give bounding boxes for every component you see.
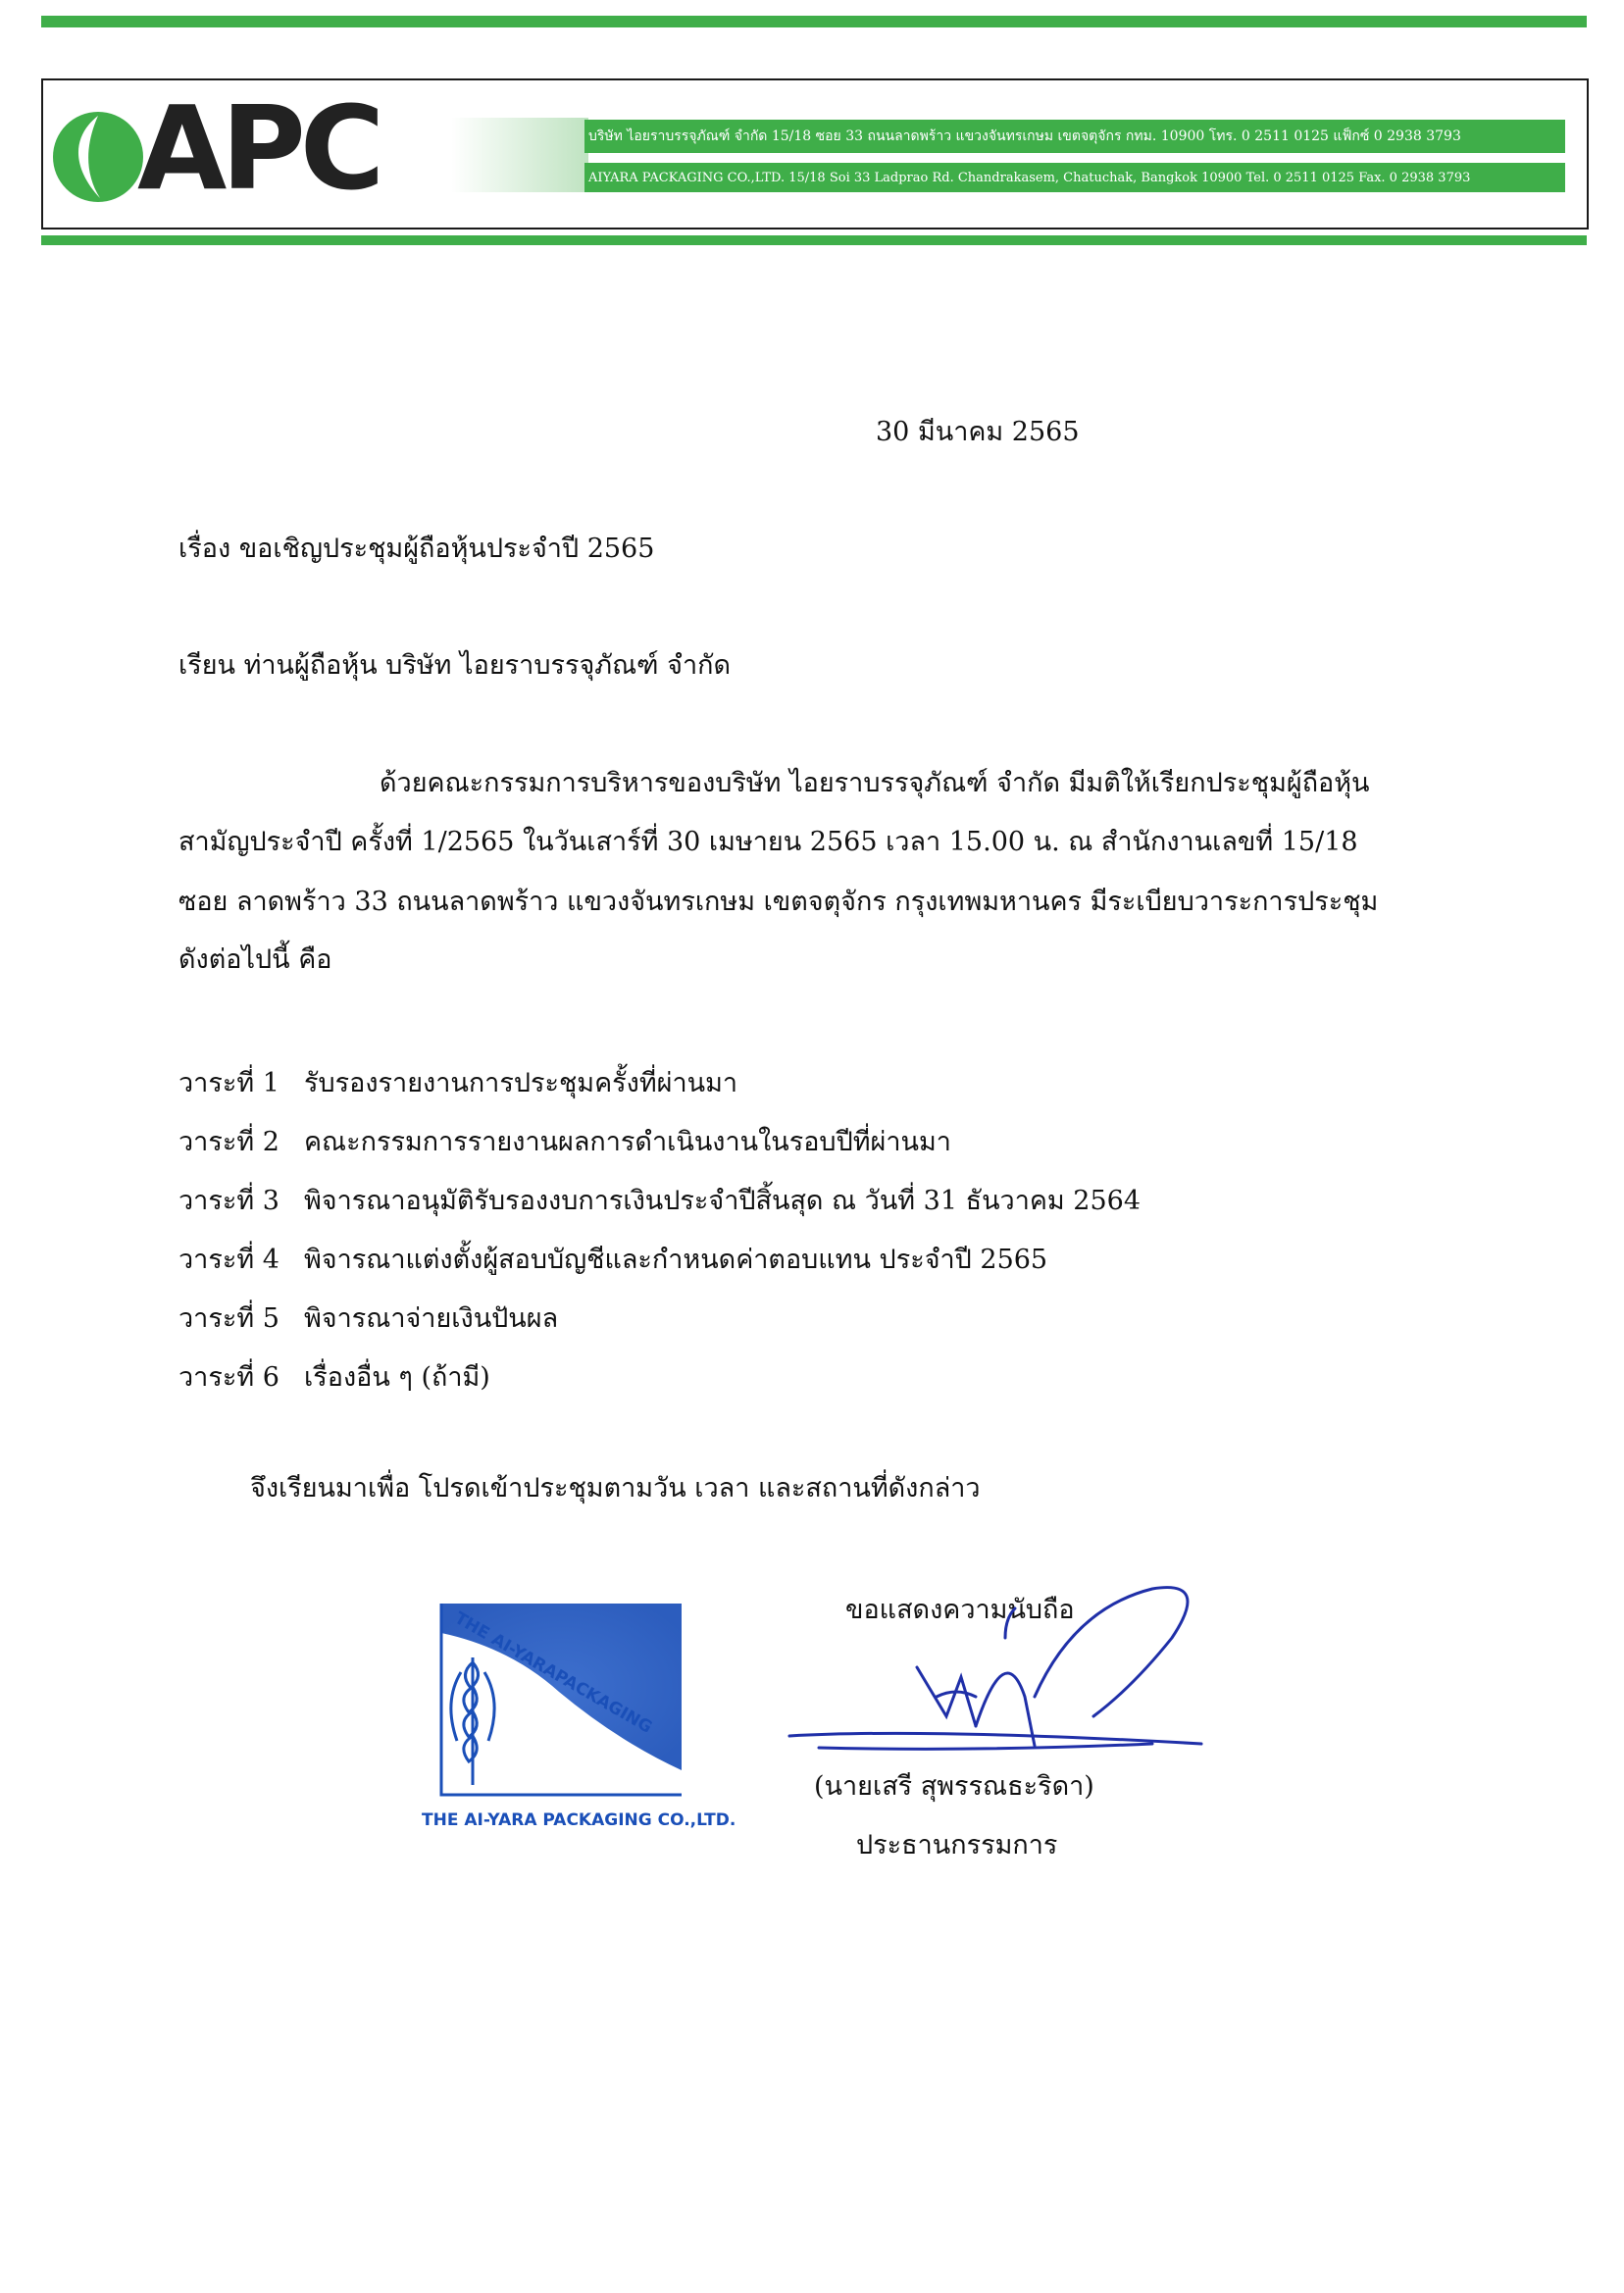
agenda-item	[178, 1355, 490, 1398]
salutation: ขอแสดงความนับถือ	[845, 1595, 1075, 1625]
letter-date: 30 มีนาคม 2565	[876, 417, 1080, 447]
agenda-item	[178, 1120, 951, 1162]
signer-name: (นายเสรี สุพรรณธะริดา)	[814, 1771, 1094, 1802]
agenda-text: พิจารณาแต่งตั้งผู้สอบบัญชีและกำหนดค่าตอบแทน ประจำปี 2565	[304, 1245, 1048, 1275]
agenda-text: รับรองรายงานการประชุมครั้งที่ผ่านมา	[304, 1068, 738, 1098]
stamp-caption: THE AI-YARA PACKAGING CO.,LTD.	[422, 1810, 736, 1830]
apc-logo-text: APC	[137, 80, 380, 216]
agenda-item	[178, 1179, 1141, 1221]
agenda-label: วาระที่ 2	[178, 1127, 279, 1157]
body-line-3: ซอย ลาดพร้าว 33 ถนนลาดพร้าว แขวงจันทรเกษม เขตจตุจักร กรุงเทพมหานคร มีระเบียบวาระการประชุม	[178, 887, 1379, 917]
agenda-label: วาระที่ 3	[178, 1186, 279, 1216]
agenda-text: พิจารณาจ่ายเงินปันผล	[304, 1303, 559, 1334]
body-line-1: ด้วยคณะกรรมการบริหารของบริษัท ไอยราบรรจุภัณฑ์ จำกัด มีมติให้เรียกประชุมผู้ถือหุ้น	[380, 768, 1370, 798]
handwritten-signature	[780, 1579, 1211, 1775]
agenda-label: วาระที่ 4	[178, 1245, 279, 1275]
agenda-text: เรื่องอื่น ๆ (ถ้ามี)	[304, 1362, 490, 1393]
agenda-item	[178, 1238, 1047, 1280]
agenda-text: พิจารณาอนุมัติรับรองงบการเงินประจำปีสิ้นสุด ณ วันที่ 31 ธันวาคม 2564	[304, 1186, 1142, 1216]
closing-line: จึงเรียนมาเพื่อ โปรดเข้าประชุมตามวัน เวลา และสถานที่ดังกล่าว	[250, 1473, 981, 1503]
agenda-text: คณะกรรมการรายงานผลการดำเนินงานในรอบปีที่ผ่านมา	[304, 1127, 951, 1157]
stamp-arc-text: THE AI-YARAPACKAGING	[451, 1608, 656, 1738]
agenda-label: วาระที่ 5	[178, 1303, 279, 1334]
agenda-label: วาระที่ 1	[178, 1068, 279, 1098]
agenda-item	[178, 1297, 558, 1339]
header-gradient	[451, 118, 588, 192]
signer-title: ประธานกรรมการ	[856, 1830, 1058, 1860]
body-line-4: ดังต่อไปนี้ คือ	[178, 944, 332, 975]
letter-addressee: เรียน ท่านผู้ถือหุ้น บริษัท ไอยราบรรจุภัณฑ์ จำกัด	[178, 650, 731, 681]
agenda-label: วาระที่ 6	[178, 1362, 279, 1393]
address-band-english: AIYARA PACKAGING CO.,LTD. 15/18 Soi 33 Ladprao Rd. Chandrakasem, Chatuchak, Bangkok 10900 Tel. 0 2511 0125 Fax. 0 2938 3793	[584, 163, 1565, 192]
top-rule	[41, 16, 1587, 27]
address-band-thai: บริษัท ไอยราบรรจุภัณฑ์ จำกัด 15/18 ซอย 33 ถนนลาดพร้าว แขวงจันทรเกษม เขตจตุจักร กทม. 10900 โทร. 0 2511 0125 แฟ็กซ์ 0 2938 3793	[584, 120, 1565, 153]
body-line-2: สามัญประจำปี ครั้งที่ 1/2565 ในวันเสาร์ที่ 30 เมษายน 2565 เวลา 15.00 น. ณ สำนักงานเลขที่ 15/18	[178, 827, 1358, 857]
letter-subject: เรื่อง ขอเชิญประชุมผู้ถือหุ้นประจำปี 2565	[178, 534, 655, 564]
header-bottom-rule	[41, 235, 1587, 245]
apc-logo-emblem	[49, 108, 147, 206]
agenda-item	[178, 1061, 737, 1103]
